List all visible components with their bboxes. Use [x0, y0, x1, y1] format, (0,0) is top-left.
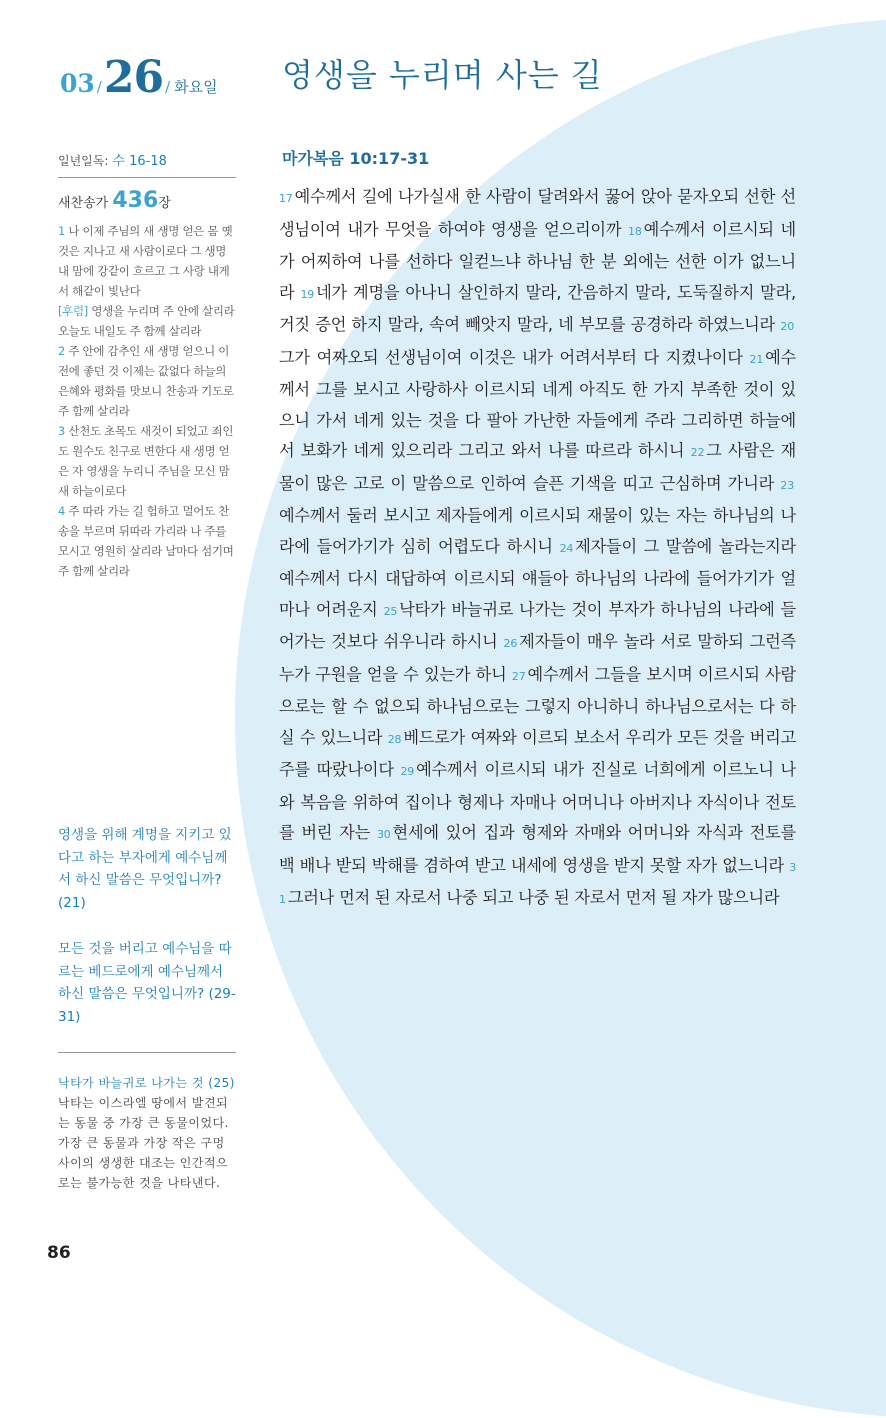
- hymn-refrain: [58, 301, 236, 341]
- annual-reading-label: 일년일독:: [58, 154, 109, 168]
- verse-number: 18: [628, 224, 642, 238]
- verse-number: 31: [279, 860, 797, 906]
- verse-text: 예수께서 길에 나가실새 한 사람이 달려와서 꿇어 앉아 묻자오되 선한 선생님이여 내가 무엇을 하여야 영생을 얻으리이까: [279, 187, 796, 239]
- study-note-highlight: 낙타가 바늘귀로 나가는 것 (25): [58, 1076, 235, 1090]
- verse-text: 예수께서 둘러 보시고 제자들에게 이르시되 재물이 있는 자는 하나님의 나라에 들어가기가 심히 어렵도다 하시니: [279, 506, 796, 556]
- hymn-suffix: 장: [158, 196, 171, 211]
- verse-text: 그러나 먼저 된 자로서 나중 되고 나중 된 자로서 먼저 될 자가 많으니라: [287, 888, 780, 907]
- hymn-number: 436: [112, 188, 159, 213]
- annual-reading: [58, 150, 236, 178]
- verse-text: 베드로가 여짜와 이르되 보소서 우리가 모든 것을 버리고 주를 따랐나이다: [279, 727, 797, 779]
- verse-number: 26: [503, 637, 518, 650]
- sidebar-divider: [58, 1052, 236, 1053]
- scripture-text: [279, 182, 796, 916]
- hymn-verse-text: 나 이제 주님의 새 생명 얻은 몸 옛것은 지나고 새 사람이로다 그 생명 내 맘에 강같이 흐르고 그 사랑 내게서 해같이 빛난다: [58, 224, 233, 298]
- sidebar: [58, 150, 236, 581]
- question-1: 영생을 위해 계명을 지키고 있다고 하는 부자에게 예수님께서 하신 말씀은 무엇입니까? (21): [58, 827, 232, 911]
- date-month: 03: [60, 69, 95, 98]
- hymn-verse-4: [58, 501, 236, 581]
- verse-text: 현세에 있어 집과 형제와 자매와 어머니와 자식과 전토를 백 배나 받되 박해를 겸하여 받고 내세에 영생을 받지 못할 자가 없느니라: [279, 823, 796, 875]
- hymn-verse-number: 3: [58, 424, 66, 438]
- hymn-verse-2: [58, 341, 236, 421]
- page-title: 영생을 누리며 사는 길: [282, 56, 603, 94]
- date-slash-2: /: [165, 78, 171, 96]
- verse-number: 24: [559, 541, 574, 555]
- verse-text: 예수께서 이르시되 내가 진실로 너희에게 이르노니 나와 복음을 위하여 집이나 형제나 자매나 어머니나 아버지나 자식이나 전토를 버린 자는: [279, 760, 796, 842]
- verse-text: 낙타가 바늘귀로 나가는 것이 부자가 하나님의 나라에 들어가는 것보다 쉬우니라 하시니: [279, 599, 796, 651]
- verse-number: 27: [511, 669, 526, 683]
- hymn-verse-number: 2: [58, 344, 66, 358]
- verse-number: 21: [749, 352, 764, 366]
- verse-number: 25: [383, 604, 398, 618]
- verse-number: 22: [690, 446, 705, 459]
- verse-number: 23: [780, 478, 794, 492]
- verse-number: 28: [387, 732, 402, 746]
- verse-text: 제자들이 그 말씀에 놀라는지라 예수께서 다시 대답하여 이르시되 얘들아 하나님의 나라에 들어가기가 얼마나 어려운지: [279, 536, 796, 619]
- date-header: [60, 52, 218, 102]
- hymn-label: 새찬송가: [58, 196, 109, 211]
- date-day: 26: [103, 52, 164, 103]
- hymn-lyrics: [58, 221, 236, 581]
- hymn-verse-text: 주 안에 감추인 새 생명 얻으니 이전에 좋던 것 이제는 값없다 하늘의 은혜와 평화를 맛보니 찬송과 기도로 주 함께 살리라: [58, 344, 234, 418]
- verse-number: 20: [780, 320, 794, 333]
- study-note: [58, 1073, 236, 1193]
- study-note-text: 낙타는 이스라엘 땅에서 발견되는 동물 중 가장 큰 동물이었다. 가장 큰 동물과 가장 작은 구멍 사이의 생생한 대조는 인간적으로는 불가능한 것을 나타낸다.: [58, 1096, 229, 1190]
- date-weekday: 화요일: [174, 78, 218, 96]
- hymn-verse-number: 1: [58, 224, 66, 238]
- verse-text: 그가 여짜오되 선생님이여 이것은 내가 어려서부터 다 지켰나이다: [279, 347, 743, 367]
- verse-text: 예수께서 그를 보시고 사랑하사 이르시되 네게 아직도 한 가지 부족한 것이 있으니 가서 네게 있는 것을 다 팔아 가난한 자들에게 주라 그리하면 하늘에서 보화가 네게 있으리라 그리고 와서 나를 따르라 하시니: [279, 347, 796, 460]
- hymn-refrain-text: 영생을 누리며 주 안에 살리라 오늘도 내일도 주 함께 살리라: [58, 304, 235, 338]
- hymn-refrain-label: [후렴]: [58, 304, 88, 318]
- hymn-verse-3: [58, 421, 236, 501]
- hymn-verse-1: [58, 221, 236, 301]
- verse-text: 예수께서 이르시되 네가 어찌하여 나를 선하다 일컫느냐 하나님 한 분 외에는 선한 이가 없느니라: [279, 219, 796, 302]
- date-slash: /: [96, 78, 102, 96]
- passage-reference: 마가복음 10:17-31: [282, 149, 430, 168]
- hymn-verse-text: 산천도 초목도 새것이 되었고 죄인도 원수도 친구로 변한다 새 생명 얻은 자 영생을 누리니 주님을 모신 맘 새 하늘이로다: [58, 424, 234, 498]
- verse-number: 19: [300, 287, 315, 301]
- annual-reading-ref: 수 16-18: [112, 154, 167, 169]
- verse-text: 예수께서 그들을 보시며 이르시되 사람으로는 할 수 없으되 하나님으로는 그렇지 아니하니 하나님으로서는 다 하실 수 있느니라: [279, 664, 796, 747]
- verse-text: 제자들이 매우 놀라 서로 말하되 그런즉 누가 구원을 얻을 수 있는가 하니: [279, 632, 796, 684]
- verse-text: 그 사람은 재물이 많은 고로 이 말씀으로 인하여 슬픈 기색을 띠고 근심하며 가니라: [279, 441, 797, 493]
- question-2: 모든 것을 버리고 예수님을 따르는 베드로에게 예수님께서 하신 말씀은 무엇입니까? (29-31): [58, 941, 236, 1025]
- verse-number: 29: [400, 765, 415, 778]
- verse-text: 네가 계명을 아나니 살인하지 말라, 간음하지 말라, 도둑질하지 말라, 거짓 증언 하지 말라, 속여 빼앗지 말라, 네 부모를 공경하라 하였느니라: [279, 282, 797, 334]
- verse-number: 17: [279, 192, 293, 205]
- verse-number: 30: [376, 828, 391, 841]
- hymn-verse-number: 4: [58, 504, 66, 518]
- hymn-heading: [58, 188, 236, 213]
- hymn-verse-text: 주 따라 가는 길 험하고 멀어도 찬송을 부르며 뒤따라 가리라 나 주를 모시고 영원히 살리라 날마다 섬기며 주 함께 살리라: [58, 504, 234, 578]
- page-number: 86: [47, 1243, 71, 1263]
